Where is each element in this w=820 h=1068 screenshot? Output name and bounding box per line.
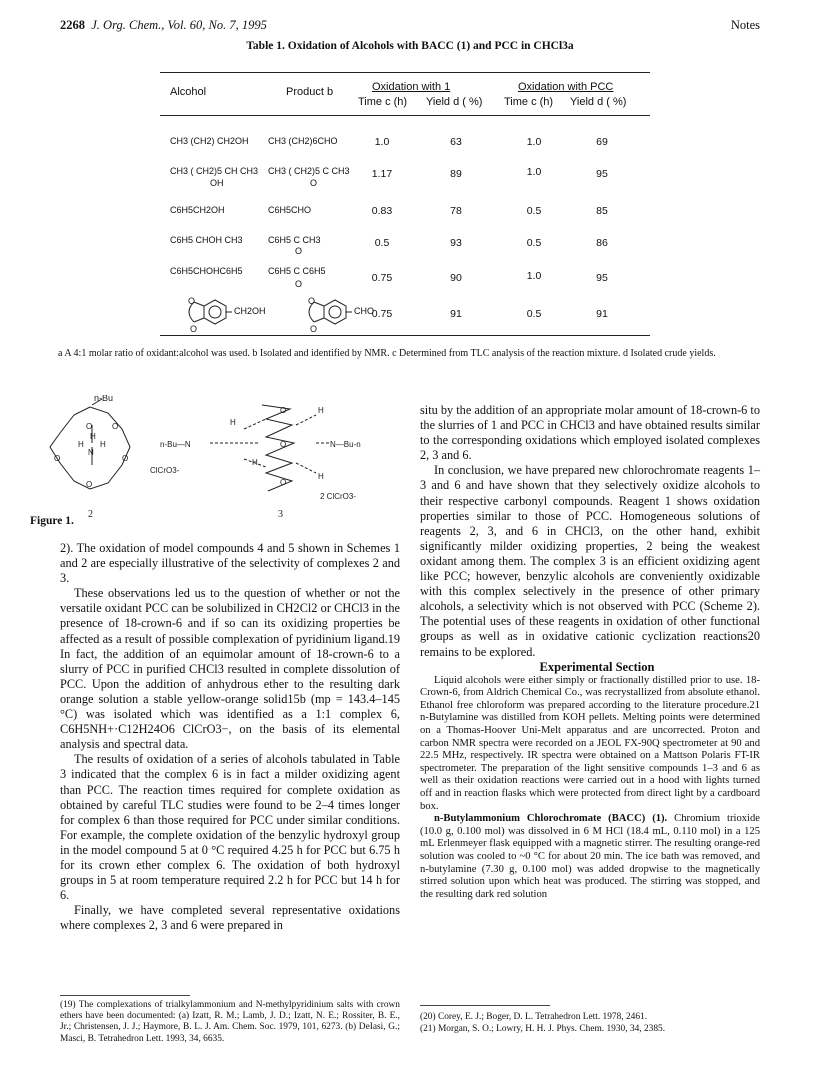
section-label: Notes (730, 18, 760, 32)
row3-alcohol: C6H5CH2OH (170, 205, 225, 215)
nbu-right-label: N—Bu-n (330, 440, 361, 449)
journal-citation: J. Org. Chem., Vol. 60, No. 7, 1995 (91, 18, 267, 32)
row3-time2: 0.5 (526, 205, 542, 217)
row4-time1: 0.5 (374, 237, 390, 249)
left-column (60, 541, 400, 933)
svg-text:O: O (122, 454, 129, 463)
row4-product: C6H5 C CH3 (268, 235, 321, 245)
group-bacc: Oxidation with 1 (372, 81, 451, 93)
svg-text:O: O (280, 440, 287, 449)
svg-text:O: O (308, 296, 316, 306)
compound-label-3: 3 (278, 509, 283, 520)
row2-product: CH3 ( CH2)5 C CH3 (268, 166, 350, 176)
left-paragraph-4: Finally, we have completed several representative oxidations where complexes 2, 3 and 6 were prepared in (60, 903, 400, 933)
row6-structures (160, 290, 380, 335)
row5-product-sub: O (295, 279, 303, 289)
svg-text:H: H (252, 458, 258, 467)
col-yield-2: Yield d ( %) (570, 96, 627, 108)
table-top-rule (160, 72, 650, 73)
row1-time2: 1.0 (526, 136, 542, 148)
row6-product: CHO (354, 306, 374, 316)
svg-text:O: O (190, 324, 198, 334)
row4-yield1: 93 (450, 237, 462, 249)
right-column (420, 403, 760, 901)
col-time-1: Time c (h) (358, 96, 408, 108)
row5-time2: 1.0 (526, 270, 542, 282)
bacc-heading: n-Butylammonium Chlorochromate (BACC) (1). (434, 813, 668, 825)
col-product: Product b (286, 86, 334, 98)
page-number: 2268 (60, 18, 85, 32)
bacc-procedure: Chromium trioxide (10.0 g, 0.100 mol) was dissolved in 6 M HCl (18.4 mL, 0.110 mol) in a 125 mL Erlenmeyer flask equipped with a magnetic stirrer. The resulting orange-red solution was cooled to ~0 °C for about 20 min. The ice bath was removed, and n-butylamine (7.30 g, 0.100 mol) was added dropwise to the magnetically stirred solution upon which heat was produced. The stirring was stopped, and the resulting dark red solution (420, 813, 760, 900)
svg-text:O: O (54, 454, 61, 463)
row2-product-sub: O (310, 178, 318, 188)
svg-text:O: O (280, 406, 287, 415)
row5-yield1: 90 (450, 272, 462, 284)
row4-product-sub: O (295, 246, 303, 256)
row5-time1: 0.75 (371, 272, 393, 284)
row1-product: CH3 (CH2)6CHO (268, 136, 338, 146)
row5-alcohol: C6H5CHOHC6H5 (170, 266, 243, 276)
experimental-heading: Experimental Section (539, 659, 655, 674)
row4-alcohol: C6H5 CHOH CH3 (170, 235, 243, 245)
aromatic-circle-1 (209, 306, 221, 318)
left-footnote-rule (60, 995, 190, 996)
nbu-left-label: n-Bu—N (160, 440, 191, 449)
row5-yield2: 95 (596, 272, 608, 284)
row4-time2: 0.5 (526, 237, 542, 249)
compound-label-2: 2 (88, 509, 93, 520)
row2-alcohol-sub: OH (210, 178, 224, 188)
svg-text:O: O (310, 324, 318, 334)
svg-text:H: H (90, 432, 96, 441)
table-bottom-rule (160, 335, 650, 336)
running-header (60, 18, 760, 36)
row1-alcohol: CH3 (CH2) CH2OH (170, 136, 249, 146)
col-time-2: Time c (h) (504, 96, 554, 108)
right-paragraph-2: In conclusion, we have prepared new chlorochromate reagents 1–3 and 6 and have shown that they selectively oxidize alcohols to their respective carbonyl compounds. Reagent 1 shows oxidation properties similar to those of PCC. Homogeneous solutions of reagents 2, 3, and 6 in CHCl3, on the other hand, exhibit significantly milder oxidizing properties, 2 being the weakest oxidant among them. The complex 3 is an efficient oxidizing agent like PCC; however, benzylic alcohols are conveniently oxidizable with this complex selectively in the presence of other primary alcohols, a selectivity which is not observed with PCC (Scheme 2). The potential uses of these reagents in oxidation of other functional groups as well as in oxidative cationic cyclization reactions20 remains to be explored. (420, 463, 760, 659)
row1-yield1: 63 (450, 136, 462, 148)
row2-time1: 1.17 (371, 168, 393, 180)
left-paragraph-3: The results of oxidation of a series of alcohols tabulated in Table 3 indicated that the complex 6 is in fact a milder oxidizing agent than PCC. The reaction times required for complete oxidation as obtained by careful TLC studies were found to be 2–4 times longer for complex 6 than those required for PCC under similar conditions. For example, the complete oxidation of the benzylic hydroxyl group in the model compound 5 at 0 °C required 4.25 h for PCC but 6.75 h for its crown ether complex 6. The oxidation of both hydroxyl groups in 5 at room temperature required 2.2 h for PCC but 14 h for 6. (60, 752, 400, 903)
benzene-ring-2 (324, 300, 346, 324)
row6-time1: 0.75 (371, 308, 393, 320)
experimental-paragraph-1: Liquid alcohols were either simply or fractionally distilled prior to use. 18-Crown-6, from Aldrich Chemical Co., was recrystallized from absolute ethanol. Ethanol free chloroform was prepared according to the literature procedure.21 n-Butylamine was distilled from KOH pellets. Melting points were determined on a Thomas-Hoover Uni-Melt apparatus and are uncorrected. Proton and carbon NMR spectra were recorded on a JEOL FX-90Q spectrometer at 90 and 22.5 MHz, respectively. IR spectra were obtained on a Mattson Polaris FT-IR spectrometer. The preparation of the light sensitive compounds 1–3 and 6 as well as their oxidation reactions were carried out in a hood with lights turned off and in reaction flasks which were protected from direct light by a cardboard box. (420, 674, 760, 812)
right-paragraph-1: situ by the addition of an appropriate molar amount of 18-crown-6 to the slurries of 1 and PCC in CHCl3 and have obtained results similar to the corresponding oxidations which employed isolated complexes 2, 3 and 6. (420, 403, 760, 463)
right-footnote-rule (420, 1005, 550, 1006)
row6-yield2: 91 (596, 308, 608, 320)
svg-text:O: O (86, 422, 93, 431)
left-paragraph-1: 2). The oxidation of model compounds 4 and 5 shown in Schemes 1 and 2 are especially illustrative of the selectivity of complexes 2 and 3. (60, 541, 400, 586)
svg-text:O: O (86, 480, 93, 489)
row2-yield1: 89 (450, 168, 462, 180)
svg-text:O: O (188, 296, 196, 306)
anion-label-3: 2 ClCrO3- (320, 492, 357, 501)
row5-product: C6H5 C C6H5 (268, 266, 326, 276)
figure-1-structures (30, 395, 420, 525)
row3-yield1: 78 (450, 205, 462, 217)
row6-time2: 0.5 (526, 308, 542, 320)
row2-time2: 1.0 (526, 166, 542, 178)
anion-label-2: ClCrO3- (150, 466, 180, 475)
svg-text:H: H (78, 440, 84, 449)
row3-yield2: 85 (596, 205, 608, 217)
col-yield-1: Yield d ( %) (426, 96, 483, 108)
row3-time1: 0.83 (371, 205, 393, 217)
row6-alcohol: CH2OH (234, 306, 266, 316)
svg-text:N: N (88, 448, 94, 457)
svg-text:H: H (318, 472, 324, 481)
col-alcohol: Alcohol (170, 86, 207, 98)
row6-yield1: 91 (450, 308, 462, 320)
table-caption: Table 1. Oxidation of Alcohols with BACC (1) and PCC in CHCl3a (246, 40, 574, 52)
table-header-rule (160, 115, 650, 116)
group-pcc: Oxidation with PCC (518, 81, 614, 93)
experimental-paragraph-2 (420, 813, 760, 901)
table-footnote: a A 4:1 molar ratio of oxidant:alcohol was used. b Isolated and identified by NMR. c Determined from TLC analysis of the reaction mixture. d Isolated crude yields. (58, 348, 716, 359)
row2-yield2: 95 (596, 168, 608, 180)
row1-time1: 1.0 (374, 136, 390, 148)
svg-text:H: H (100, 440, 106, 449)
aromatic-circle-2 (329, 306, 341, 318)
row2-alcohol: CH3 ( CH2)5 CH CH3 (170, 166, 259, 176)
footnote-19: (19) The complexations of trialkylammonium and N-methylpyridinium salts with crown ethers have been documented: (a) Izatt, R. M.; Lamb, J. D.; Izatt, N. E.; Rossiter, B. E., Jr.; Christensen, J. J.; Haymore, B. L. J. Am. Chem. Soc. 1979, 101, 6273. (b) DeIasi, G.; Masci, B. Tetrahedron Lett. 1993, 34, 6635. (60, 1000, 400, 1044)
footnote-21: (21) Morgan, S. O.; Lowry, H. H. J. Phys. Chem. 1930, 34, 2385. (420, 1024, 666, 1034)
crown-ring-3 (262, 405, 294, 491)
svg-text:H: H (230, 418, 236, 427)
left-paragraph-2: These observations led us to the question of whether or not the versatile oxidant PCC can be solubilized in CH2Cl2 or CHCl3 in the presence of 18-crown-6 and if so can its oxidizing properties be affected as a result of possible complexation of pyridinium ligand.19 In fact, the addition of an equimolar amount of 18-crown-6 to a slurry of PCC in purified CHCl3 resulted in complete dissolution of PCC. Upon the addition of anhydrous ether to the resulting dark orange solution a stable yellow-orange solid15b (mp = 143.4–145 °C) was isolated which was identified as a 1:1 complex 6, C6H5NH+·C12H24O6 ClCrO3−, on the basis of its elemental analysis and spectral data. (60, 586, 400, 752)
benzene-ring-1 (204, 300, 226, 324)
row3-product: C6H5CHO (268, 205, 312, 215)
nbu-label: n-Bu (94, 395, 114, 403)
footnote-20: (20) Corey, E. J.; Boger, D. L. Tetrahedron Lett. 1978, 2461. (420, 1012, 648, 1022)
svg-text:O: O (280, 478, 287, 487)
svg-text:H: H (318, 406, 324, 415)
row1-yield2: 69 (596, 136, 608, 148)
svg-text:O: O (112, 422, 119, 431)
figure-caption: Figure 1. (30, 515, 74, 527)
row4-yield2: 86 (596, 237, 608, 249)
